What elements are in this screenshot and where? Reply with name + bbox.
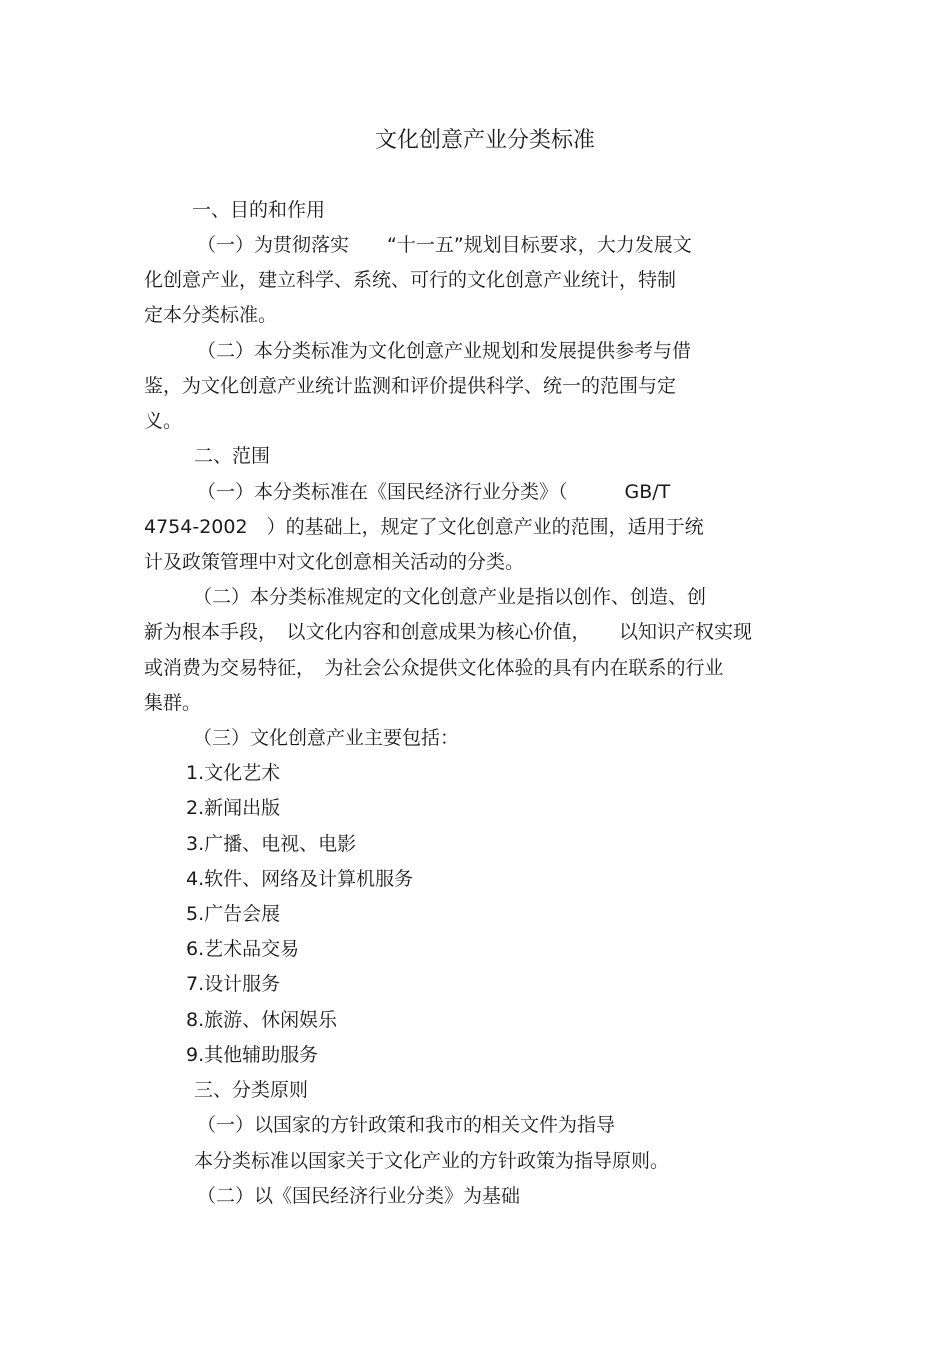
- page-title: 文化创意产业分类标准: [374, 128, 595, 153]
- paragraph-line: 新为根本手段， 以文化内容和创意成果为核心价值， 以知识产权实现: [144, 621, 753, 643]
- paragraph-line: 或消费为交易特征， 为社会公众提供文化体验的具有内在联系的行业: [144, 657, 724, 679]
- paragraph-line: （三）文化创意产业主要包括：: [193, 727, 460, 749]
- paragraph-line: （一）以国家的方针政策和我市的相关文件为指导: [197, 1114, 616, 1136]
- paragraph-line: 化创意产业，建立科学、系统、可行的文化创意产业统计，特制: [144, 269, 677, 291]
- paragraph-line: （一）本分类标准在《国民经济行业分类》（ GB/T: [197, 481, 671, 503]
- section-heading-3: 三、分类原则: [194, 1079, 309, 1101]
- paragraph-line: 鉴，为文化创意产业统计监测和评价提供科学、统一的范围与定: [144, 375, 677, 397]
- paragraph-line: （二）本分类标准规定的文化创意产业是指以创作、创造、创: [193, 586, 707, 608]
- list-item: 1.文化艺术: [186, 762, 281, 784]
- section-heading-2: 二、范围: [194, 445, 271, 467]
- list-item: 9.其他辅助服务: [186, 1044, 319, 1066]
- paragraph-line: （一）为贯彻落实 “十一五”规划目标要求，大力发展文: [197, 234, 692, 256]
- paragraph-line: （二）以《国民经济行业分类》为基础: [197, 1185, 521, 1207]
- list-item: 8.旅游、休闲娱乐: [186, 1009, 338, 1031]
- paragraph-line: 集群。: [144, 692, 202, 714]
- list-item: 2.新闻出版: [186, 797, 281, 819]
- list-item: 5.广告会展: [186, 903, 281, 925]
- paragraph-line: 义。: [144, 410, 183, 432]
- section-heading-1: 一、目的和作用: [192, 199, 326, 221]
- list-item: 7.设计服务: [186, 973, 281, 995]
- list-item: 4.软件、网络及计算机服务: [186, 868, 414, 890]
- paragraph-line: （二）本分类标准为文化创意产业规划和发展提供参考与借: [197, 340, 692, 362]
- paragraph-line: 本分类标准以国家关于文化产业的方针政策为指导原则。: [194, 1150, 670, 1172]
- paragraph-line: 计及政策管理中对文化创意相关活动的分类。: [144, 551, 525, 573]
- paragraph-line: 定本分类标准。: [144, 304, 278, 326]
- paragraph-line: 4754-2002 ）的基础上，规定了文化创意产业的范围，适用于统: [144, 516, 704, 538]
- list-item: 6.艺术品交易: [186, 938, 300, 960]
- list-item: 3.广播、电视、电影: [186, 833, 357, 855]
